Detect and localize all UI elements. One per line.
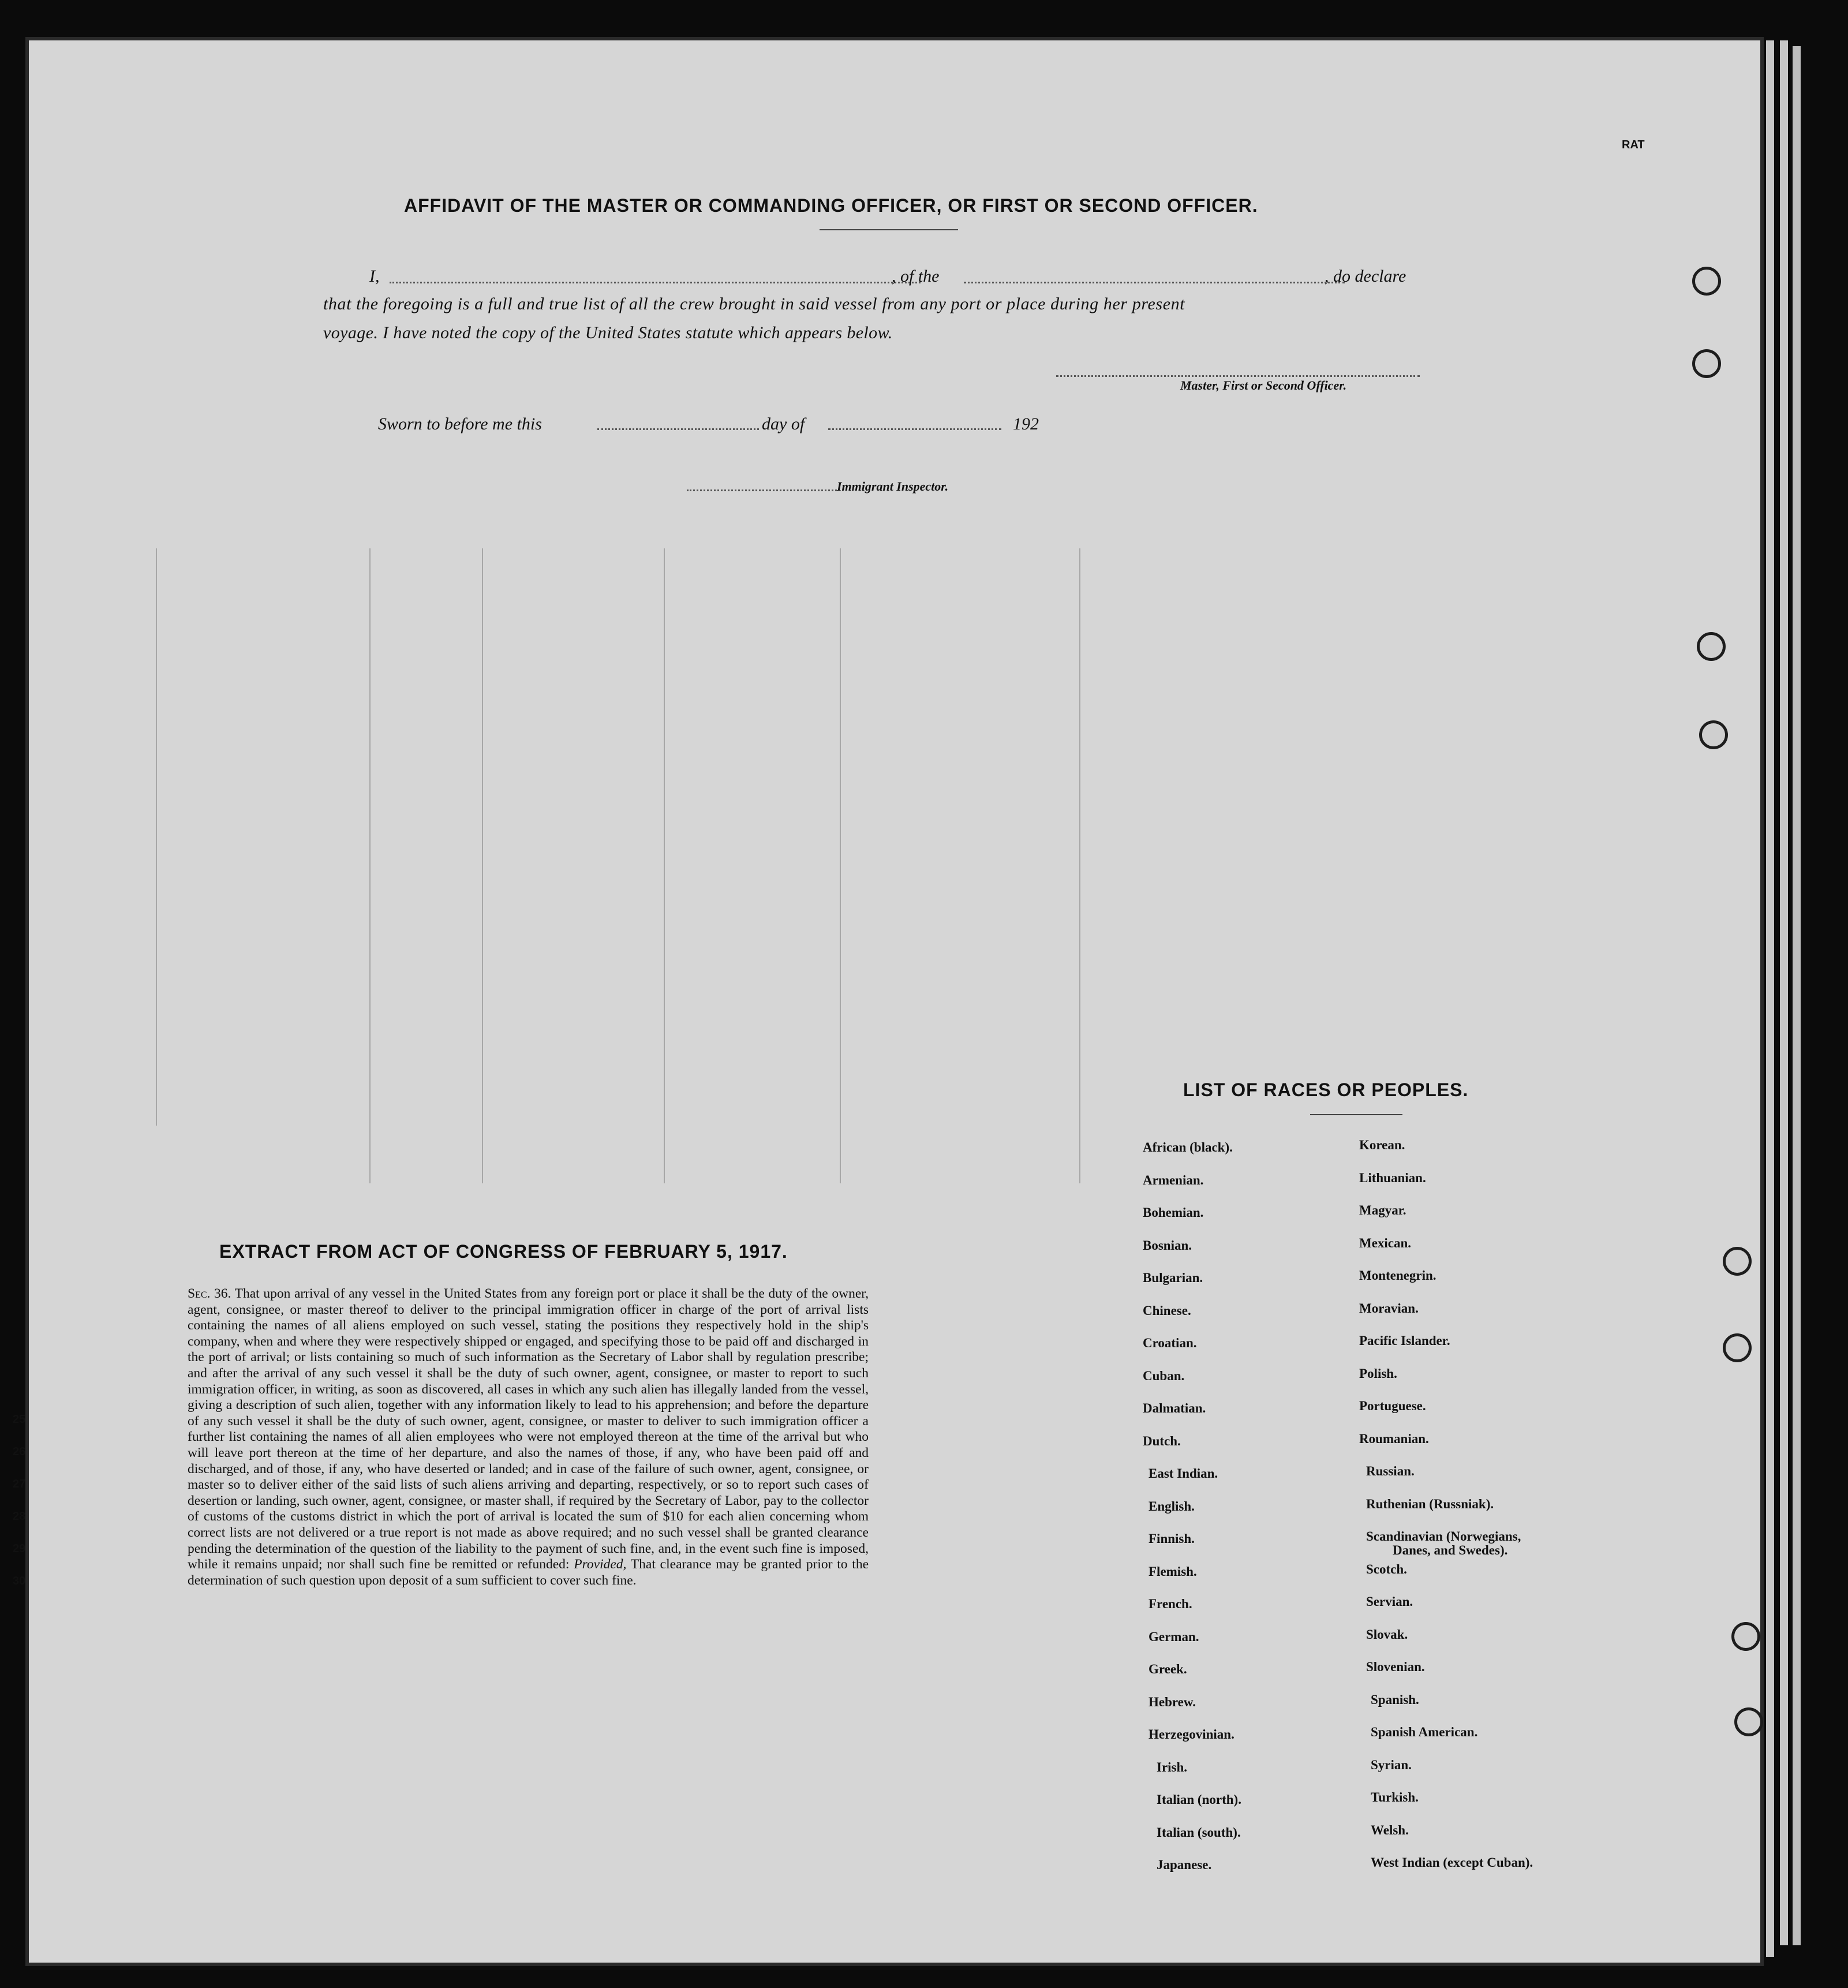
race-item: Bulgarian. — [1143, 1270, 1203, 1285]
race-item: Italian (south). — [1157, 1825, 1241, 1840]
binder-hole — [1723, 1333, 1752, 1362]
race-item: Flemish. — [1149, 1564, 1197, 1579]
sworn-label: Sworn to before me this — [378, 414, 542, 434]
race-item: Magyar. — [1359, 1203, 1406, 1217]
race-item: Ruthenian (Russniak). — [1366, 1496, 1494, 1511]
race-item: Dalmatian. — [1143, 1401, 1206, 1415]
margin-number: 26 — [13, 1445, 26, 1458]
binder-hole — [1723, 1247, 1752, 1276]
sworn-year-label: 192 — [1013, 414, 1039, 434]
binder-hole — [1734, 1707, 1763, 1736]
race-item: Herzegovinian. — [1149, 1727, 1235, 1742]
race-item: Polish. — [1359, 1366, 1397, 1381]
race-item: Turkish. — [1371, 1790, 1419, 1804]
page-edge — [1766, 40, 1774, 1957]
race-item: Cuban. — [1143, 1368, 1185, 1383]
race-item: African (black). — [1143, 1140, 1233, 1154]
race-item: Roumanian. — [1359, 1431, 1429, 1446]
margin-number: 29 — [13, 1542, 26, 1555]
section-text-end: That clearance may be granted prior to the determination of such question upon deposit of a sum sufficient to cover such fine. — [188, 1557, 869, 1588]
race-item: French. — [1149, 1597, 1192, 1611]
affidavit-line1-start: I, — [369, 267, 380, 286]
document-page — [13, 40, 1760, 1963]
inspector-label: Immigrant Inspector. — [837, 479, 949, 494]
margin-number: 28 — [13, 1510, 26, 1523]
race-item: East Indian. — [1149, 1466, 1218, 1481]
races-title: LIST OF RACES OR PEOPLES. — [1183, 1079, 1469, 1100]
margin-number: 25 — [13, 1413, 26, 1426]
page-edge — [1780, 40, 1788, 1945]
race-item: Spanish. — [1371, 1692, 1419, 1707]
race-item: Lithuanian. — [1359, 1170, 1426, 1185]
signature-label: Master, First or Second Officer. — [1180, 378, 1347, 393]
race-item: Irish. — [1157, 1759, 1188, 1774]
race-item: Scotch. — [1366, 1561, 1407, 1576]
race-item: Servian. — [1366, 1594, 1413, 1609]
race-item: Korean. — [1359, 1138, 1405, 1152]
affidavit-line3: voyage. I have noted the copy of the United States statute which appears below. — [323, 323, 893, 342]
race-item: English. — [1149, 1499, 1195, 1514]
race-item: German. — [1149, 1629, 1199, 1644]
margin-number: 27 — [13, 1478, 26, 1490]
binder-hole — [1692, 267, 1721, 296]
race-item: Bosnian. — [1143, 1238, 1192, 1253]
corner-mark: RAT — [1622, 139, 1645, 151]
races-list — [29, 40, 1760, 1963]
race-item: Italian (north). — [1157, 1792, 1241, 1807]
race-item: Japanese. — [1157, 1858, 1212, 1872]
page-edge — [1793, 46, 1801, 1945]
race-item: West Indian (except Cuban). — [1371, 1855, 1533, 1870]
race-item: Welsh. — [1371, 1822, 1409, 1837]
section-number: Sec. 36. — [188, 1286, 231, 1301]
race-item: Mexican. — [1359, 1235, 1412, 1250]
race-item: Slovak. — [1366, 1627, 1408, 1642]
binder-hole — [1699, 720, 1728, 749]
race-item: Hebrew. — [1149, 1694, 1196, 1709]
race-item: Moravian. — [1359, 1301, 1419, 1316]
sworn-day-label: day of — [762, 414, 805, 434]
margin-number: 30 — [13, 1575, 26, 1587]
binder-hole — [1731, 1622, 1760, 1651]
binder-hole — [1692, 349, 1721, 378]
race-item: Croatian. — [1143, 1336, 1197, 1350]
race-item: Scandinavian (Norwegians, — [1366, 1529, 1521, 1544]
affidavit-line1-end: , do declare — [1325, 267, 1406, 286]
race-item: Finnish. — [1149, 1531, 1195, 1546]
race-item: Spanish American. — [1371, 1725, 1478, 1739]
race-item: Greek. — [1149, 1662, 1187, 1676]
race-item: Pacific Islander. — [1359, 1333, 1450, 1348]
affidavit-line1-mid: , of the — [892, 267, 940, 286]
section-text: That upon arrival of any vessel in the United States from any foreign port or place it shall be the duty of the owner, agent, consignee, or master thereof to deliver to the principal immigration officer in charge of the port of arrival lists containing the names of all aliens employed on such vessel, stating the positions they respectively hold in the ship's company, when and where they were respectively shipped or engaged, and specifying those to be paid off and discharged in the port of arrival; or lists containing so much of such information as the Secretary of Labor shall by regulation prescribe; and after the arrival of any such vessel it shall be the duty of such owner, agent, consignee, or master to report to such immigration officer, in writing, as soon as discovered, all cases in which any such alien has illegally landed from the vessel, giving a description of such alien, together with any information likely to lead to his apprehension; and before the departure of any such vessel it shall be the duty of such owner, agent, consignee, or master to deliver to such immigration officer a further list containing the names of all alien employees who were not employed thereon at the time of the arrival but who will leave port thereon at the time of her departure, and also the names of those, if any, who have been paid off and discharged, and of those, if any, who have deserted or landed; and in case of the failure of such owner, agent, consignee, or master so to deliver either of the said lists of such aliens arriving and departing, respectively, or so to report such cases of desertion or landing, such owner, agent, consignee, or master shall, if required by the Secretary of Labor, pay to the collector of customs of the customs district in which the port of arrival is located the sum of $10 for each alien concerning whom correct lists are not delivered or a true report is not made as above required; and no such vessel shall be granted clearance pending the determination of the question of the liability to the payment of such fine, and, in the event such fine is imposed, while it remains unpaid; nor shall such fine be remitted or refunded: — [188, 1286, 869, 1572]
race-item: Russian. — [1366, 1464, 1415, 1478]
extract-title: EXTRACT FROM ACT OF CONGRESS OF FEBRUARY 5, 1917. — [219, 1241, 788, 1262]
race-item: Chinese. — [1143, 1303, 1191, 1318]
race-item: Dutch. — [1143, 1433, 1181, 1448]
race-item: Bohemian. — [1143, 1205, 1204, 1220]
race-item: Armenian. — [1143, 1172, 1204, 1187]
race-item-continuation: Danes, and Swedes). — [1393, 1543, 1508, 1557]
affidavit-line2: that the foregoing is a full and true list of all the crew brought in said vessel from any port or place during her present — [323, 294, 1185, 313]
affidavit-title: AFFIDAVIT OF THE MASTER OR COMMANDING OFFICER, OR FIRST OR SECOND OFFICER. — [404, 195, 1258, 216]
race-item: Montenegrin. — [1359, 1268, 1436, 1283]
provided-word: Provided, — [574, 1557, 627, 1572]
binder-hole — [1697, 632, 1726, 661]
race-item: Slovenian. — [1366, 1660, 1425, 1674]
race-item: Portuguese. — [1359, 1399, 1426, 1413]
race-item: Syrian. — [1371, 1757, 1412, 1772]
